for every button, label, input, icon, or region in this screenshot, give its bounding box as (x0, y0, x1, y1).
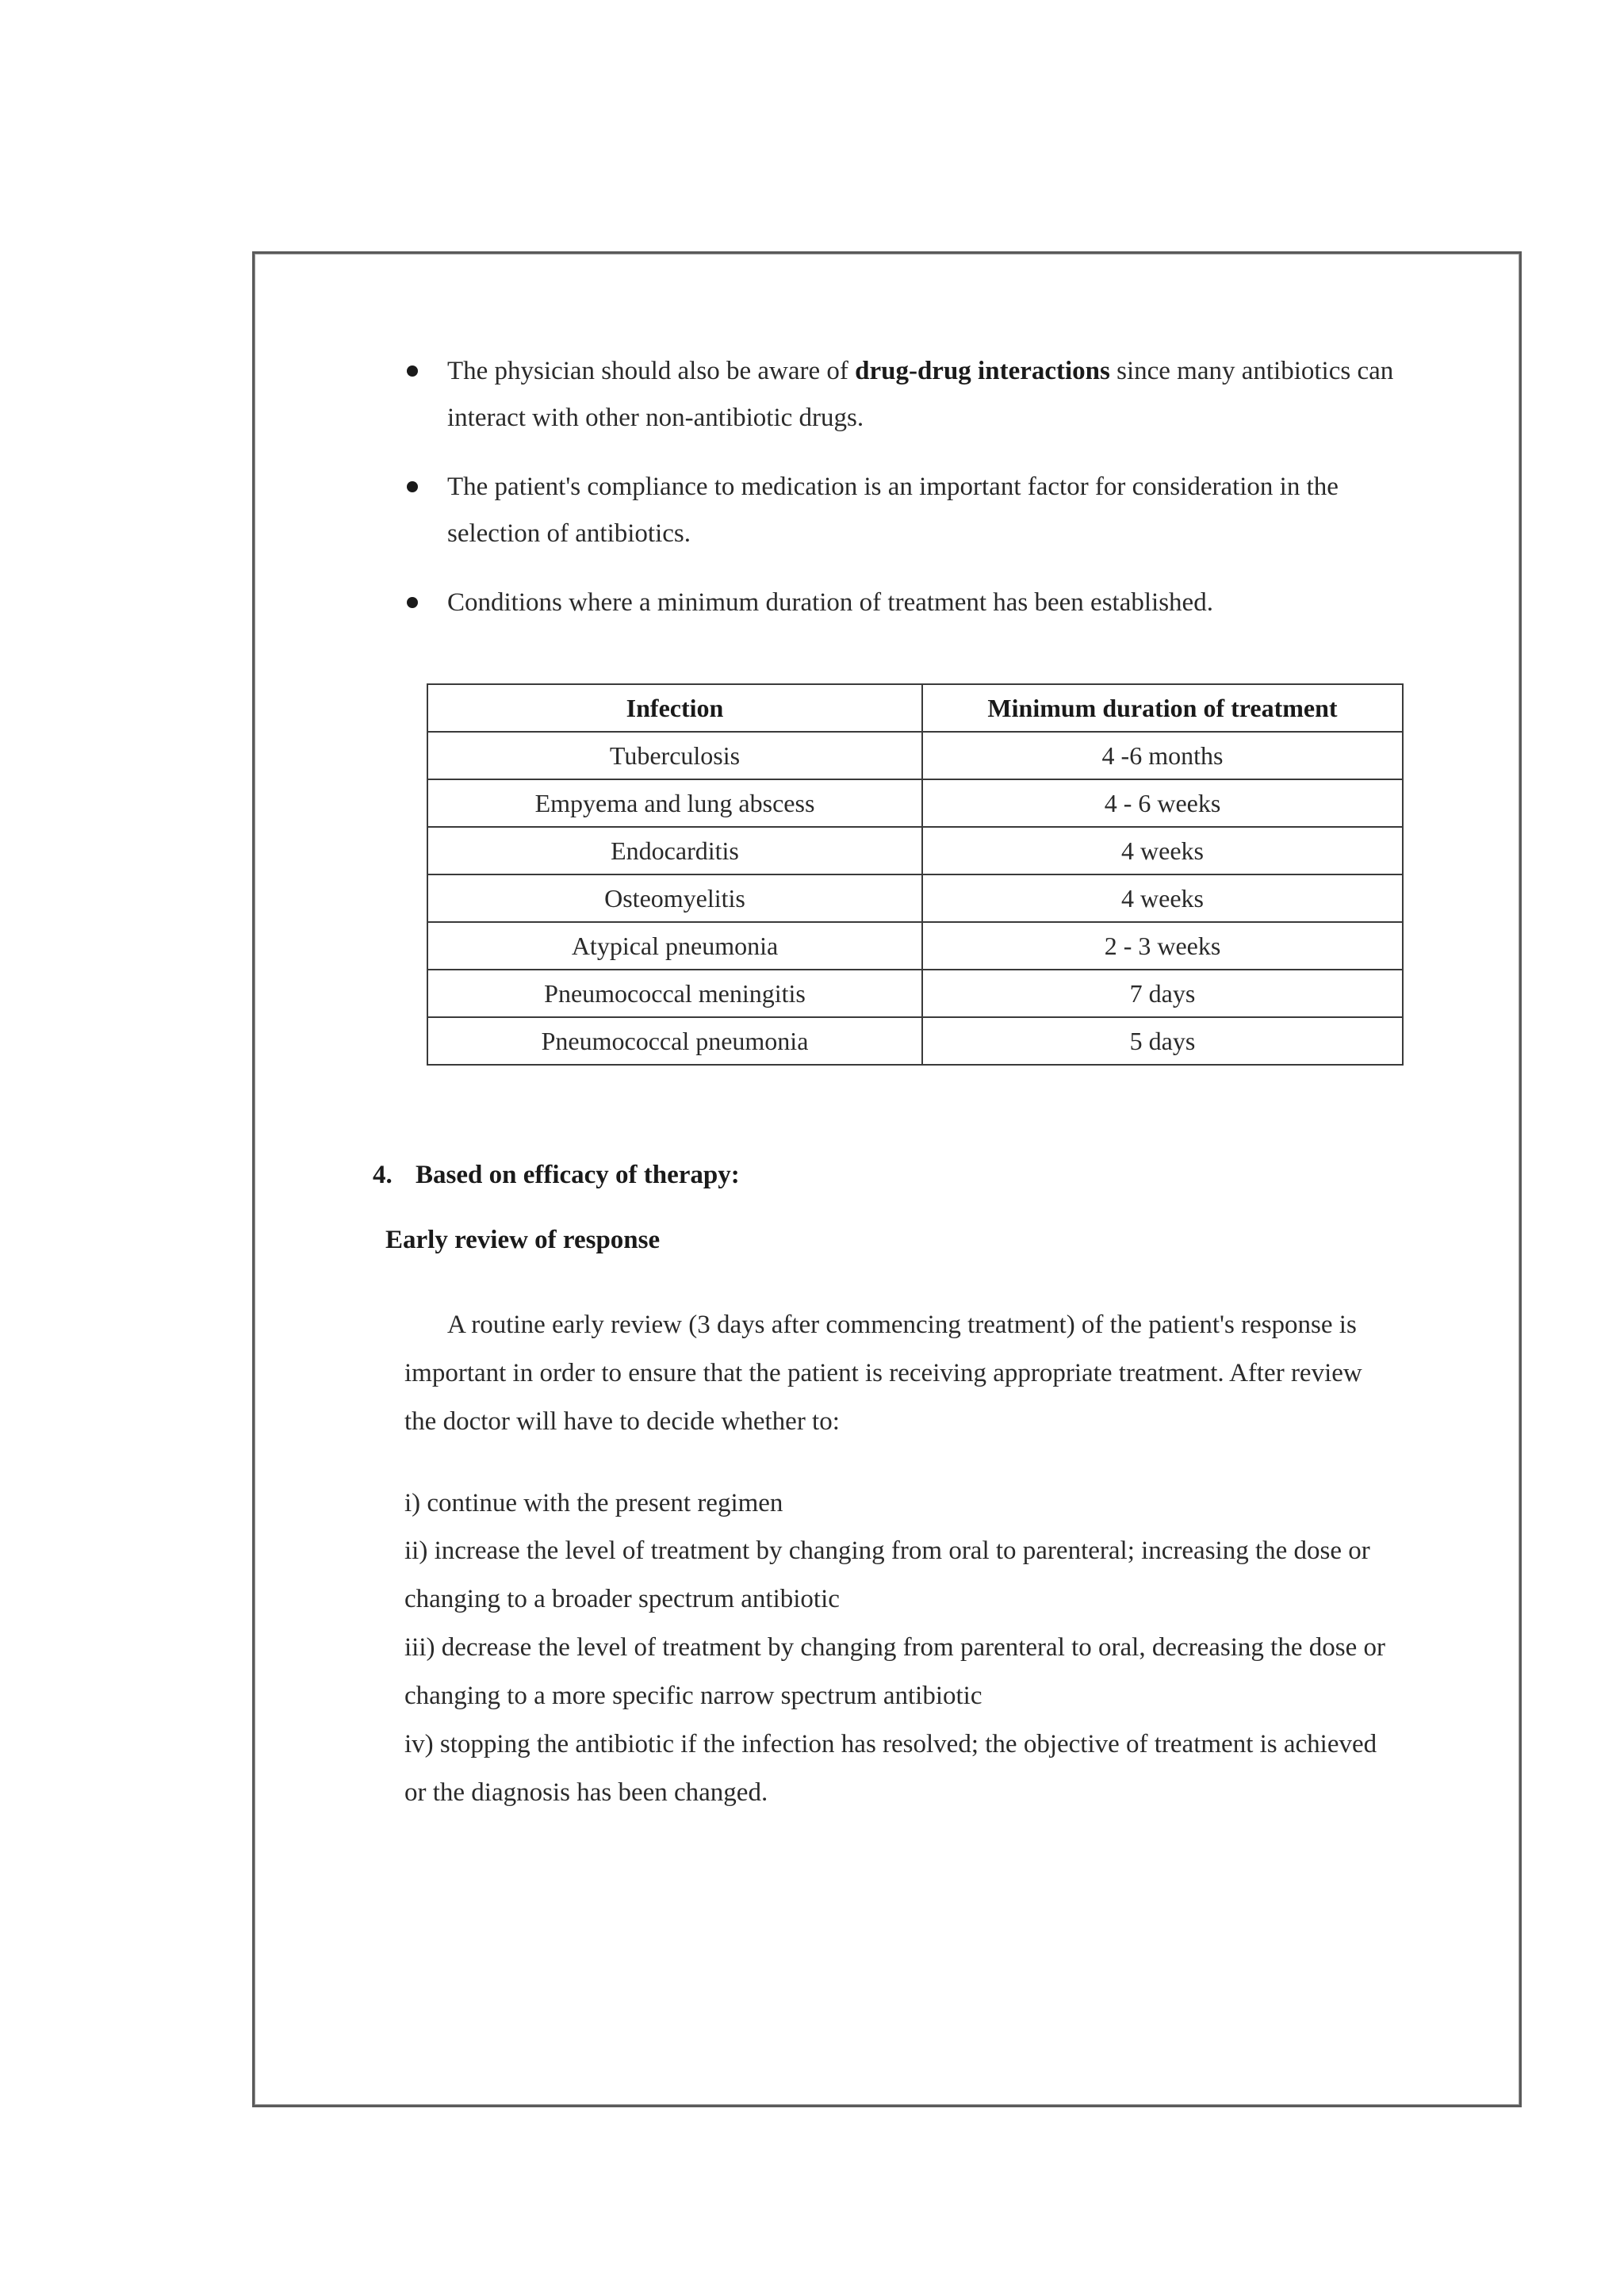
infection-cell: Atypical pneumonia (427, 922, 922, 970)
bullet-2-line-1: The patient's compliance to medication is an important factor for consideration in the (447, 473, 1339, 501)
bullet-3-line-1: Conditions where a minimum duration of treatment has been established. (447, 588, 1213, 617)
infection-cell: Endocarditis (427, 827, 922, 874)
infection-cell: Pneumococcal pneumonia (427, 1017, 922, 1065)
option-line-4: iii) decrease the level of treatment by changing from parenteral to oral, decreasing the dose or (404, 1633, 1385, 1662)
paragraph-line-3: the doctor will have to decide whether to: (404, 1407, 840, 1436)
bullet-1-bold-term: drug-drug interactions (855, 357, 1110, 385)
option-line-3: changing to a broader spectrum antibiotic (404, 1585, 840, 1613)
subheading: Early review of response (385, 1226, 661, 1254)
paragraph-line-1: A routine early review (3 days after commencing treatment) of the patient's response is (447, 1311, 1357, 1339)
table-row (427, 922, 1403, 970)
infection-cell: Empyema and lung abscess (427, 779, 922, 827)
bullet-1-text-before: The physician should also be aware of (447, 357, 856, 385)
duration-cell: 2 - 3 weeks (922, 922, 1403, 970)
option-line-1: i) continue with the present regimen (404, 1489, 783, 1517)
infection-cell: Osteomyelitis (427, 874, 922, 922)
bullet-icon (407, 365, 418, 377)
duration-cell: 4 weeks (922, 874, 1403, 922)
treatment-duration-table (427, 683, 1404, 1066)
option-line-7: or the diagnosis has been changed. (404, 1778, 768, 1807)
column-header-duration: Minimum duration of treatment (922, 684, 1403, 732)
bullet-icon (407, 597, 418, 608)
bullet-2-line-2: selection of antibiotics. (447, 519, 691, 548)
table-row (427, 874, 1403, 922)
infection-cell: Pneumococcal meningitis (427, 970, 922, 1017)
bullet-icon (407, 481, 418, 492)
duration-cell: 4 -6 months (922, 732, 1403, 779)
table-row (427, 779, 1403, 827)
table-row (427, 1017, 1403, 1065)
table-row (427, 827, 1403, 874)
option-line-2: ii) increase the level of treatment by changing from oral to parenteral; increasing the dose or (404, 1536, 1370, 1565)
duration-cell: 4 weeks (922, 827, 1403, 874)
table-row (427, 970, 1403, 1017)
section-heading: Based on efficacy of therapy: (416, 1161, 740, 1189)
duration-cell: 5 days (922, 1017, 1403, 1065)
section-number: 4. (373, 1161, 393, 1189)
duration-cell: 7 days (922, 970, 1403, 1017)
bullet-1-text-after: since many antibiotics can (1109, 357, 1394, 385)
table-header-row (427, 684, 1403, 732)
duration-cell: 4 - 6 weeks (922, 779, 1403, 827)
paragraph-line-2: important in order to ensure that the patient is receiving appropriate treatment. After review (404, 1359, 1362, 1387)
column-header-infection: Infection (427, 684, 922, 732)
option-line-6: iv) stopping the antibiotic if the infection has resolved; the objective of treatment is achieved (404, 1730, 1377, 1758)
table-row (427, 732, 1403, 779)
option-line-5: changing to a more specific narrow spectrum antibiotic (404, 1682, 982, 1710)
infection-cell: Tuberculosis (427, 732, 922, 779)
bullet-1-line-2: interact with other non-antibiotic drugs. (447, 404, 864, 432)
bullet-1-line-1 (447, 358, 1393, 385)
